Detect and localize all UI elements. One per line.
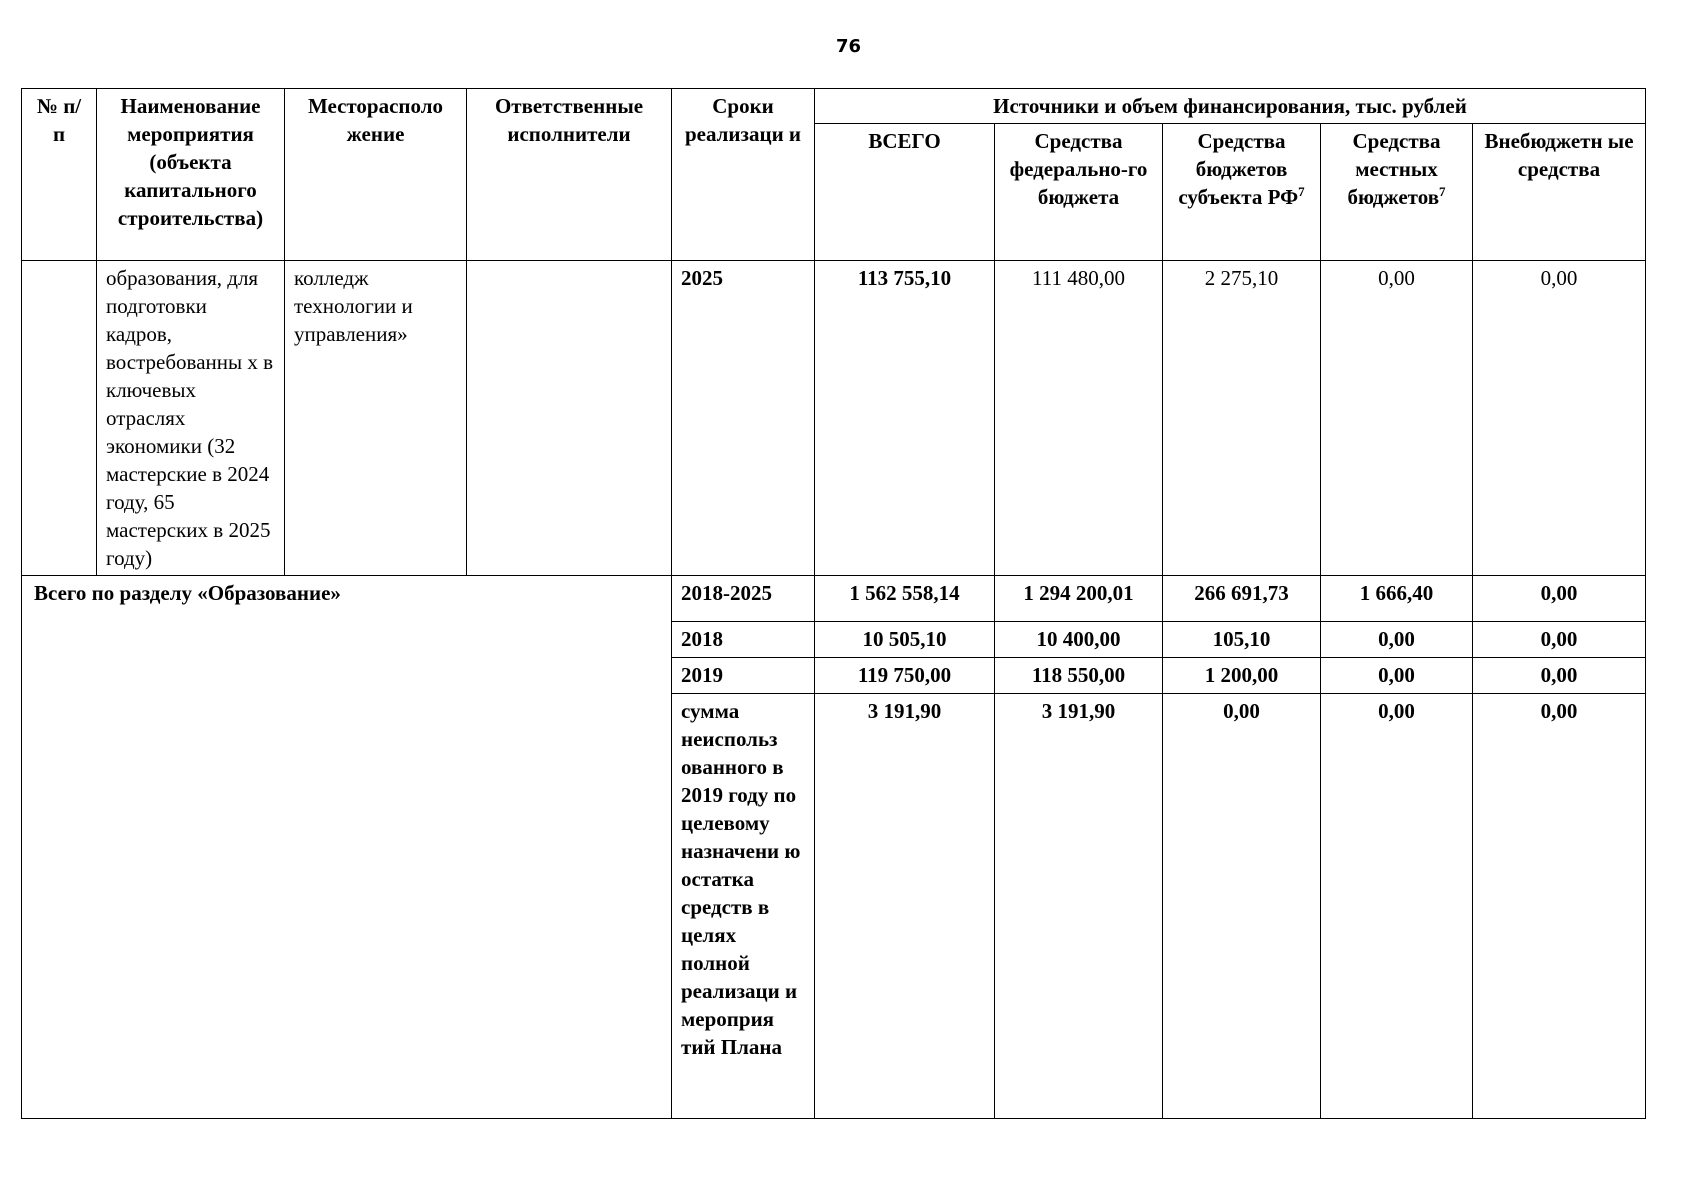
header-terms: Сроки реализаци и	[672, 89, 815, 261]
total-federal: 3 191,90	[995, 694, 1163, 1119]
header-federal: Средства федерально-го бюджета	[995, 124, 1163, 261]
total-extra: 0,00	[1473, 576, 1646, 622]
total-local: 0,00	[1321, 694, 1473, 1119]
total-subject: 1 200,00	[1163, 658, 1321, 694]
total-federal: 1 294 200,01	[995, 576, 1163, 622]
item-num	[22, 261, 97, 576]
total-local: 0,00	[1321, 622, 1473, 658]
total-period: 2018-2025	[672, 576, 815, 622]
header-funding-group: Источники и объем финансирования, тыс. рублей	[815, 89, 1646, 124]
item-name: образования, для подготовки кадров, востребованны х в ключевых отраслях экономики (32 мастерские в 2024 году, 65 мастерских в 2025 году)	[97, 261, 285, 576]
header-executors: Ответственные исполнители	[467, 89, 672, 261]
table-header-row	[22, 89, 1646, 124]
section-total-label: Всего по разделу «Образование»	[22, 576, 672, 1119]
page-number: 76	[835, 36, 862, 57]
header-location: Месторасполо жение	[285, 89, 467, 261]
total-subject: 105,10	[1163, 622, 1321, 658]
header-subject-note: 7	[1298, 184, 1305, 199]
header-total: ВСЕГО	[815, 124, 995, 261]
total-period: 2019	[672, 658, 815, 694]
item-federal: 111 480,00	[995, 261, 1163, 576]
item-year: 2025	[672, 261, 815, 576]
table-row	[22, 576, 1646, 622]
total-sum: 3 191,90	[815, 694, 995, 1119]
header-subject	[1163, 124, 1321, 261]
item-executors	[467, 261, 672, 576]
total-extra: 0,00	[1473, 622, 1646, 658]
total-extra: 0,00	[1473, 694, 1646, 1119]
header-num: № п/п	[22, 89, 97, 261]
total-period: 2018	[672, 622, 815, 658]
total-local: 1 666,40	[1321, 576, 1473, 622]
header-local-text: Средства местных бюджетов	[1347, 129, 1441, 209]
header-extra: Внебюджетн ые средства	[1473, 124, 1646, 261]
header-local	[1321, 124, 1473, 261]
total-sum: 10 505,10	[815, 622, 995, 658]
header-subject-text: Средства бюджетов субъекта РФ	[1178, 129, 1299, 209]
total-subject: 0,00	[1163, 694, 1321, 1119]
header-name: Наименование мероприятия (объекта капитального строительства)	[97, 89, 285, 261]
total-subject: 266 691,73	[1163, 576, 1321, 622]
total-federal: 118 550,00	[995, 658, 1163, 694]
total-local: 0,00	[1321, 658, 1473, 694]
table-row	[22, 261, 1646, 576]
total-period: сумма неиспольз ованного в 2019 году по целевому назначени ю остатка средств в целях полной реализаци и мероприя тий Плана	[672, 694, 815, 1119]
item-local: 0,00	[1321, 261, 1473, 576]
header-local-note: 7	[1439, 184, 1446, 199]
item-total: 113 755,10	[815, 261, 995, 576]
total-federal: 10 400,00	[995, 622, 1163, 658]
total-sum: 119 750,00	[815, 658, 995, 694]
item-location: колледж технологии и управления»	[285, 261, 467, 576]
total-sum: 1 562 558,14	[815, 576, 995, 622]
total-extra: 0,00	[1473, 658, 1646, 694]
item-subject: 2 275,10	[1163, 261, 1321, 576]
item-extra: 0,00	[1473, 261, 1646, 576]
financing-table	[21, 88, 1646, 1119]
